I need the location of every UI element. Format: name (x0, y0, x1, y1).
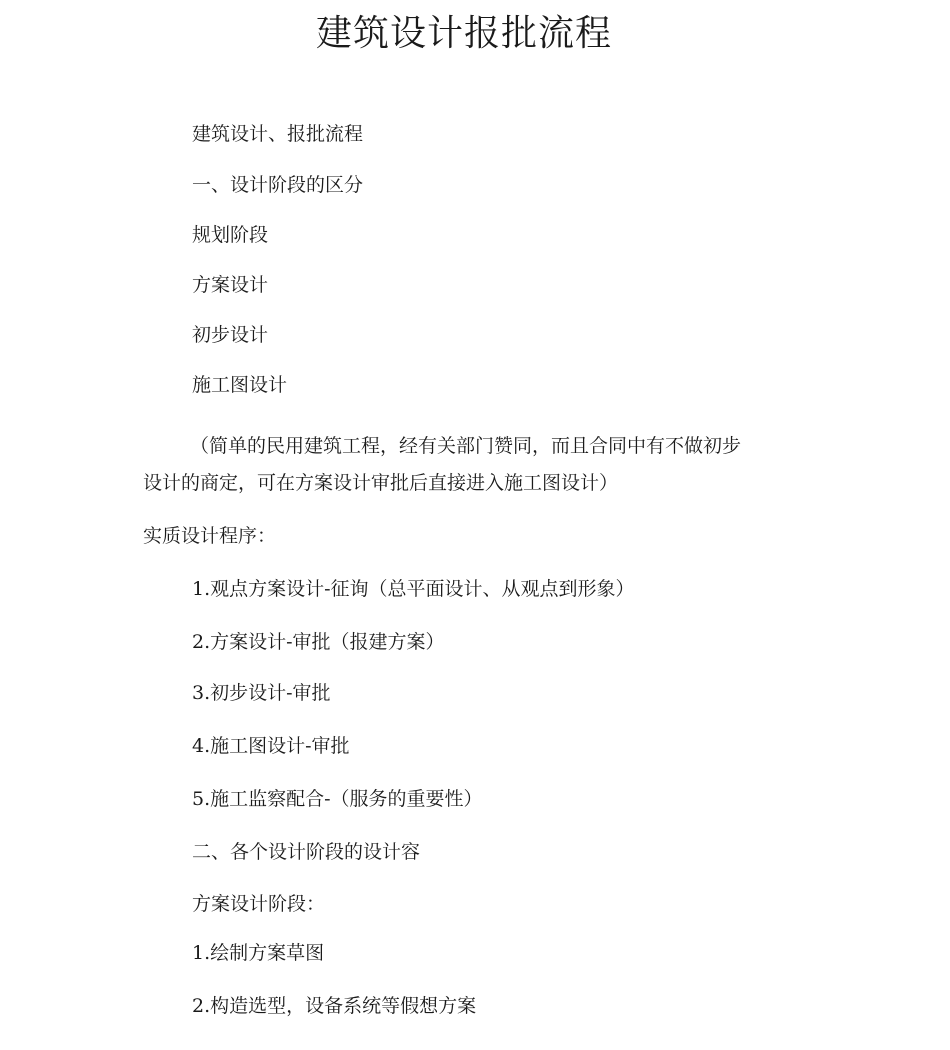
numbered-item: 4.施工图设计-审批 (192, 735, 350, 757)
numbered-item: 3.初步设计-审批 (192, 682, 331, 704)
numbered-item: 1.观点方案设计-征询（总平面设计、从观点到形象） (192, 578, 635, 600)
paragraph-line: 设计的商定，可在方案设计审批后直接进入施工图设计） (143, 472, 619, 494)
section-heading: 二、各个设计阶段的设计容 (192, 841, 421, 863)
numbered-item: 1.绘制方案草图 (192, 942, 325, 964)
paragraph-line: 实质设计程序： (143, 525, 277, 547)
document-title: 建筑设计报批流程 (315, 13, 612, 54)
numbered-item: 5.施工监察配合-（服务的重要性） (192, 788, 483, 810)
numbered-item: 2.方案设计-审批（报建方案） (192, 631, 445, 653)
numbered-item: 2.构造选型，设备系统等假想方案 (192, 995, 477, 1017)
section-heading: 一、设计阶段的区分 (192, 174, 364, 196)
heading-line: 建筑设计、报批流程 (192, 123, 364, 145)
subsection-heading: 方案设计阶段： (192, 893, 326, 915)
list-item: 规划阶段 (192, 224, 269, 246)
list-item: 方案设计 (192, 274, 269, 296)
paragraph-line: （简单的民用建筑工程，经有关部门赞同，而且合同中有不做初步 (190, 435, 742, 457)
list-item: 施工图设计 (192, 374, 288, 396)
list-item: 初步设计 (192, 324, 269, 346)
